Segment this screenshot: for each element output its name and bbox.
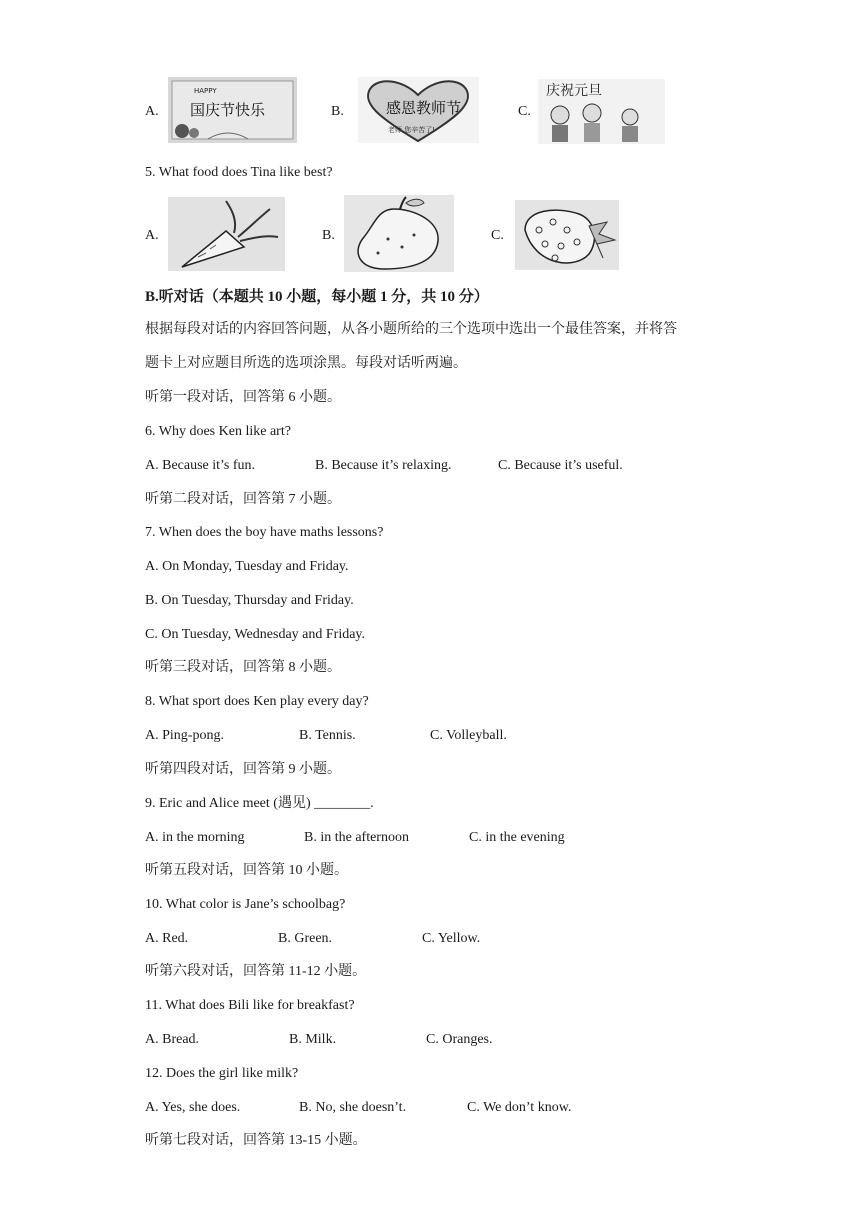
q4-b-image-text: 感恩教师节 bbox=[386, 99, 462, 117]
strawberry-image bbox=[515, 200, 619, 270]
dialogue-instruction: 听第二段对话，回答第 7 小题。 bbox=[145, 492, 341, 507]
answer-option-a: A. in the morning bbox=[145, 830, 245, 845]
question-text: 9. Eric and Alice meet (遇见) ________. bbox=[145, 796, 374, 811]
dialogue-instruction: B. On Tuesday, Thursday and Friday. bbox=[145, 593, 354, 608]
answer-option-a: A. Because it’s fun. bbox=[145, 458, 256, 473]
question-text: 11. What does Bili like for breakfast? bbox=[145, 998, 355, 1013]
dialogue-instruction: A. On Monday, Tuesday and Friday. bbox=[145, 559, 349, 574]
section-b-instruction-2: 题卡上对应题目所选的选项涂黑。每段对话听两遍。 bbox=[145, 356, 467, 371]
dialogue-instruction: 听第三段对话，回答第 8 小题。 bbox=[145, 660, 341, 675]
q5-option-b-label: B. bbox=[322, 228, 335, 243]
q4-option-a-label: A. bbox=[145, 104, 159, 119]
q4-option-b-image bbox=[358, 77, 479, 143]
dialogue-instruction: 听第四段对话，回答第 9 小题。 bbox=[145, 762, 341, 777]
answer-option-a: A. Yes, she does. bbox=[145, 1100, 241, 1115]
answer-option-c: C. Because it’s useful. bbox=[498, 458, 623, 473]
question-text: 6. Why does Ken like art? bbox=[145, 424, 291, 439]
q4-b-image-subtext: 老师,您辛苦了! bbox=[388, 126, 436, 134]
q4-option-a-image bbox=[168, 77, 297, 143]
answer-option-b: B. Tennis. bbox=[299, 728, 356, 743]
q4-c-image-text: 庆祝元旦 bbox=[546, 83, 602, 99]
q4-a-happy-text: HAPPY bbox=[194, 87, 217, 95]
q4-option-c-image bbox=[538, 79, 665, 144]
answer-option-b: B. in the afternoon bbox=[304, 830, 409, 845]
question-text: 10. What color is Jane’s schoolbag? bbox=[145, 897, 346, 912]
q4-option-b-label: B. bbox=[331, 104, 344, 119]
answer-option-b: B. Green. bbox=[278, 931, 333, 946]
carrot-image bbox=[168, 197, 285, 271]
q4-a-image-text: 国庆节快乐 bbox=[190, 101, 266, 119]
dialogue-instruction: C. On Tuesday, Wednesday and Friday. bbox=[145, 627, 366, 642]
answer-option-c: C. We don’t know. bbox=[467, 1100, 572, 1115]
dialogue-instruction: 听第五段对话，回答第 10 小题。 bbox=[145, 863, 348, 878]
dialogue-instruction: 听第六段对话，回答第 11-12 小题。 bbox=[145, 964, 367, 979]
section-b-instruction-1: 根据每段对话的内容回答问题，从各小题所给的三个选项中选出一个最佳答案，并将答 bbox=[145, 322, 677, 337]
answer-option-a: A. Ping-pong. bbox=[145, 728, 224, 743]
answer-option-c: C. in the evening bbox=[469, 830, 565, 845]
pear-image bbox=[344, 195, 454, 272]
dialogue-instruction: 听第一段对话，回答第 6 小题。 bbox=[145, 390, 341, 405]
question-text: 7. When does the boy have maths lessons? bbox=[145, 525, 384, 540]
answer-option-b: B. No, she doesn’t. bbox=[299, 1100, 407, 1115]
q5-option-c-label: C. bbox=[491, 228, 504, 243]
answer-option-c: C. Yellow. bbox=[422, 931, 481, 946]
q5-question: 5. What food does Tina like best? bbox=[145, 165, 333, 180]
answer-option-a: A. Red. bbox=[145, 931, 189, 946]
q5-option-a-label: A. bbox=[145, 228, 159, 243]
dialogue-instruction: 听第七段对话，回答第 13-15 小题。 bbox=[145, 1133, 367, 1148]
section-b-heading: B.听对话（本题共 10 小题，每小题 1 分，共 10 分） bbox=[145, 289, 489, 305]
answer-option-a: A. Bread. bbox=[145, 1032, 200, 1047]
answer-option-c: C. Volleyball. bbox=[430, 728, 507, 743]
answer-option-b: B. Because it’s relaxing. bbox=[315, 458, 452, 473]
question-text: 12. Does the girl like milk? bbox=[145, 1066, 299, 1081]
question-text: 8. What sport does Ken play every day? bbox=[145, 694, 369, 709]
q4-option-c-label: C. bbox=[518, 104, 531, 119]
answer-option-c: C. Oranges. bbox=[426, 1032, 493, 1047]
answer-option-b: B. Milk. bbox=[289, 1032, 337, 1047]
